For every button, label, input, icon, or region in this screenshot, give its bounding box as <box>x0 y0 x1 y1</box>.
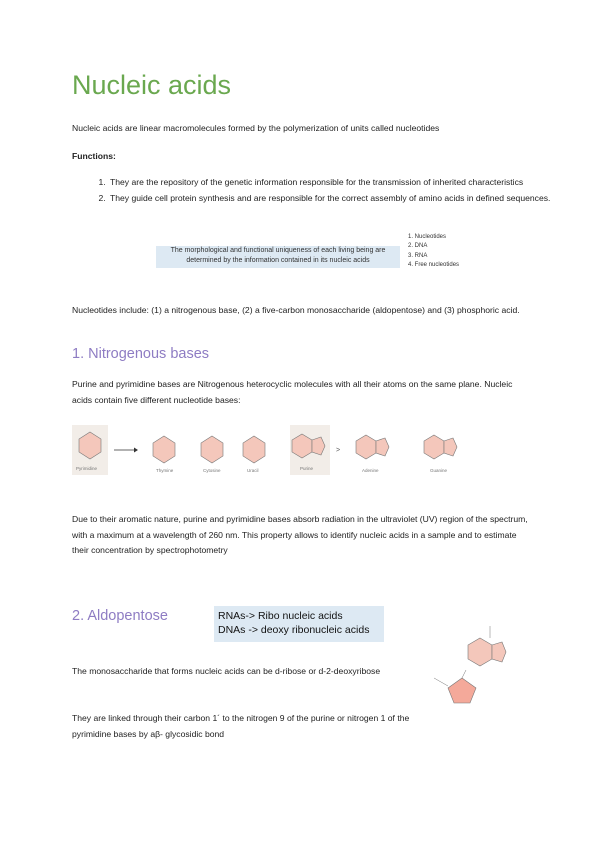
cytosine-label: Cytosine <box>203 468 221 473</box>
dna-line: DNAs -> deoxy ribonucleic acids <box>218 624 370 636</box>
uracil-ring <box>243 436 265 463</box>
rna-line: RNAs-> Ribo nucleic acids <box>218 610 343 622</box>
adenine-ring-5 <box>376 438 389 456</box>
page-title: Nucleic acids <box>72 70 232 100</box>
cytosine-ring <box>201 436 223 463</box>
section1-heading: 1. Nitrogenous bases <box>72 346 210 362</box>
nucleic-mini-list <box>408 233 459 271</box>
uniqueness-callout: The morphological and functional uniqueness of each living being are determined by the information contained in its nucleic acids <box>156 246 400 268</box>
functions-heading: Functions: <box>72 151 116 161</box>
adenine-ring-6 <box>356 435 376 459</box>
glycosidic-paragraph: They are linked through their carbon 1´ to the nitrogen 9 of the purine or nitrogen 1 of the pyrimidine bases by aβ- glycosidic bond <box>72 713 410 739</box>
adenine-label: Adenine <box>362 468 379 473</box>
base-ring-5 <box>492 642 506 662</box>
function-item: 2. They guide cell protein synthesis and are responsible for the correct assembly of amino acids in defined sequences. <box>108 191 568 207</box>
thymine-label: Thymine <box>156 468 174 473</box>
section2-heading: 2. Aldopentose <box>72 608 168 624</box>
guanine-ring-6 <box>424 435 444 459</box>
mini-list-item: 3. RNA <box>408 252 428 259</box>
thymine-ring <box>153 436 175 463</box>
pentose-ring <box>448 678 476 703</box>
nucleoside-figure <box>418 620 524 708</box>
hydroxymethyl-bond <box>434 678 448 686</box>
arrow-head <box>134 448 138 453</box>
guanine-ring-5 <box>444 438 457 456</box>
nucleotides-paragraph: Nucleotides include: (1) a nitrogenous base, (2) a five-carbon monosaccharide (aldopentose) and (3) phosphoric acid. <box>72 305 520 315</box>
glycosidic-bond <box>462 670 466 678</box>
mini-list-item: 4. Free nucleotides <box>408 262 460 269</box>
functions-list <box>72 175 568 206</box>
uracil-label: Uracil <box>247 468 259 473</box>
base-ring-6 <box>468 638 492 666</box>
bases-paragraph: Purine and pyrimidine bases are Nitrogenous heterocyclic molecules with all their atoms on the same plane. Nucleic acids contain five different nucleotide bases: <box>72 379 513 405</box>
nitrogenous-bases-figure <box>72 422 472 482</box>
guanine-label: Guanine <box>430 468 448 473</box>
purine-label: Purine <box>300 466 314 471</box>
pyrimidine-label: Pyrimidine <box>76 466 98 471</box>
function-item: 1. They are the repository of the genetic information responsible for the transmission of inherited characteristics <box>108 175 568 191</box>
rna-dna-box <box>214 606 384 642</box>
mini-list-item: 2. DNA <box>408 243 428 250</box>
mini-list-item: 1. Nucleotides <box>408 234 447 240</box>
monosaccharide-paragraph: The monosaccharide that forms nucleic acids can be d-ribose or d-2-deoxyribose <box>72 666 381 676</box>
uv-paragraph: Due to their aromatic nature, purine and pyrimidine bases absorb radiation in the ultraviolet (UV) region of the spectrum, with a maximum at a wavelength of 260 nm. This property allows to identify nucleic acids in a sample and to estimate their concentration by spectrophotometry <box>72 514 528 555</box>
purine-arrow: > <box>336 447 341 454</box>
intro-paragraph: Nucleic acids are linear macromolecules formed by the polymerization of units called nucleotides <box>72 123 440 133</box>
